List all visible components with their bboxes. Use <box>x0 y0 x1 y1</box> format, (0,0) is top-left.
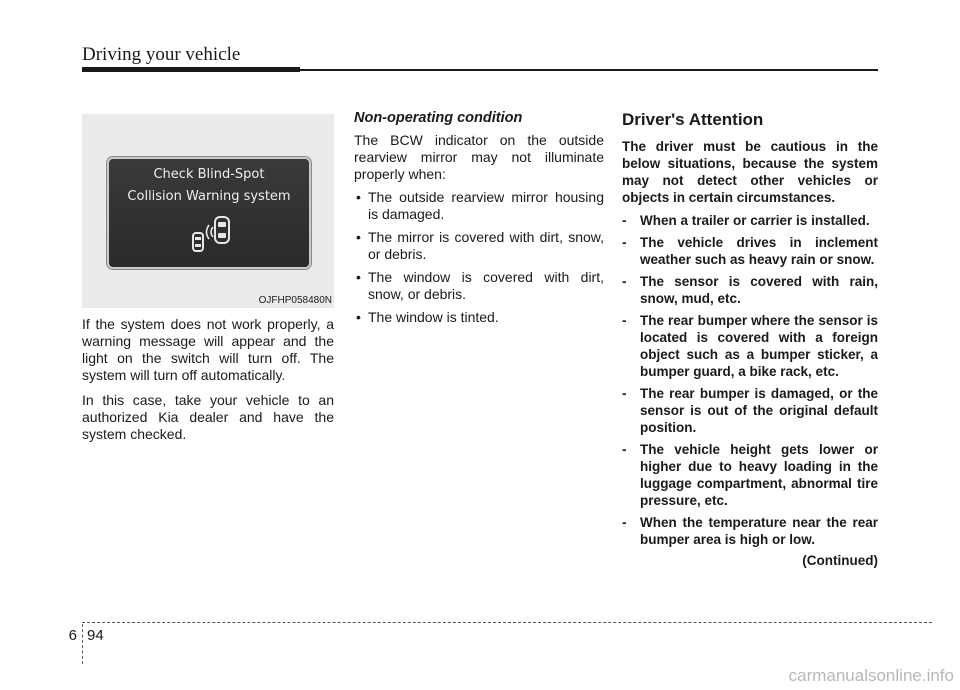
list-item-text: The window is covered with dirt, snow, or debris. <box>368 269 604 302</box>
list-item <box>622 312 878 380</box>
paragraph: The BCW indicator on the outside rearview mirror may not illuminate properly when: <box>354 132 604 182</box>
column-2-text <box>354 110 604 332</box>
list-item <box>622 234 878 268</box>
list-item <box>622 212 878 229</box>
paragraph: The driver must be cautious in the below situations, because the system may not detect other vehicles or objects in certain circumstances. <box>622 139 878 205</box>
bullet-mark: • <box>356 229 361 245</box>
list-item-text: The window is tinted. <box>368 309 499 325</box>
bullet-mark: • <box>356 269 361 285</box>
column-3-text <box>622 110 878 568</box>
page-number: 94 <box>87 627 104 644</box>
list-item-text: The rear bumper is damaged, or the sensor is out of the original default position. <box>640 386 878 435</box>
dash-mark: - <box>622 213 627 228</box>
blind-spot-warning-icon <box>189 211 239 261</box>
list-item-text: The vehicle height gets lower or higher due to heavy loading in the luggage compartment, abnormal tire pressure, etc. <box>640 442 878 508</box>
list-item <box>622 385 878 436</box>
list-item-text: The mirror is covered with dirt, snow, or debris. <box>368 229 604 262</box>
bullet-list <box>354 189 604 326</box>
list-item-text: The rear bumper where the sensor is located is covered with a foreign object such as a bumper sticker, a bumper guard, a bike rack, etc. <box>640 313 878 379</box>
paragraph: If the system does not work properly, a warning message will appear and the light on the switch will turn off. The system will turn off automatically. <box>82 316 334 383</box>
list-item <box>622 273 878 307</box>
list-item <box>354 189 604 223</box>
dash-mark: - <box>622 313 627 328</box>
bullet-mark: • <box>356 309 361 325</box>
list-item <box>622 441 878 509</box>
dash-mark: - <box>622 274 627 289</box>
section-heading: Non-operating condition <box>354 110 523 126</box>
display-message-line1: Check Blind-Spot <box>153 167 265 182</box>
list-item <box>354 309 604 326</box>
continued-label: (Continued) <box>802 553 878 568</box>
figure-caption: OJFHP058480N <box>258 295 332 306</box>
list-item <box>622 514 878 548</box>
list-item-text: When a trailer or carrier is installed. <box>640 213 870 228</box>
dash-mark: - <box>622 515 627 530</box>
header-rule-thick <box>82 67 300 72</box>
dash-mark: - <box>622 235 627 250</box>
page-number-divider <box>82 624 83 664</box>
list-item-text: When the temperature near the rear bumper area is high or low. <box>640 515 878 547</box>
cluster-display <box>107 157 311 269</box>
list-item <box>354 269 604 303</box>
paragraph: In this case, take your vehicle to an authorized Kia dealer and have the system checked. <box>82 392 334 442</box>
bullet-mark: • <box>356 189 361 205</box>
list-item-text: The vehicle drives in inclement weather such as heavy rain or snow. <box>640 235 878 267</box>
list-item-text: The sensor is covered with rain, snow, mud, etc. <box>640 274 878 306</box>
display-message-line2: Collision Warning system <box>127 189 291 204</box>
footer-rule <box>82 622 932 623</box>
section-number: 6 <box>68 627 77 644</box>
cluster-warning-figure <box>82 114 334 308</box>
list-item <box>354 229 604 263</box>
column-1-text <box>82 316 334 443</box>
watermark: carmanualsonline.info <box>788 666 954 685</box>
list-item-text: The outside rearview mirror housing is damaged. <box>368 189 604 222</box>
header-rule-thin <box>300 69 878 71</box>
dash-list <box>622 212 878 548</box>
dash-mark: - <box>622 442 627 457</box>
running-header: Driving your vehicle <box>82 44 241 65</box>
dash-mark: - <box>622 386 627 401</box>
section-heading: Driver's Attention <box>622 110 764 129</box>
